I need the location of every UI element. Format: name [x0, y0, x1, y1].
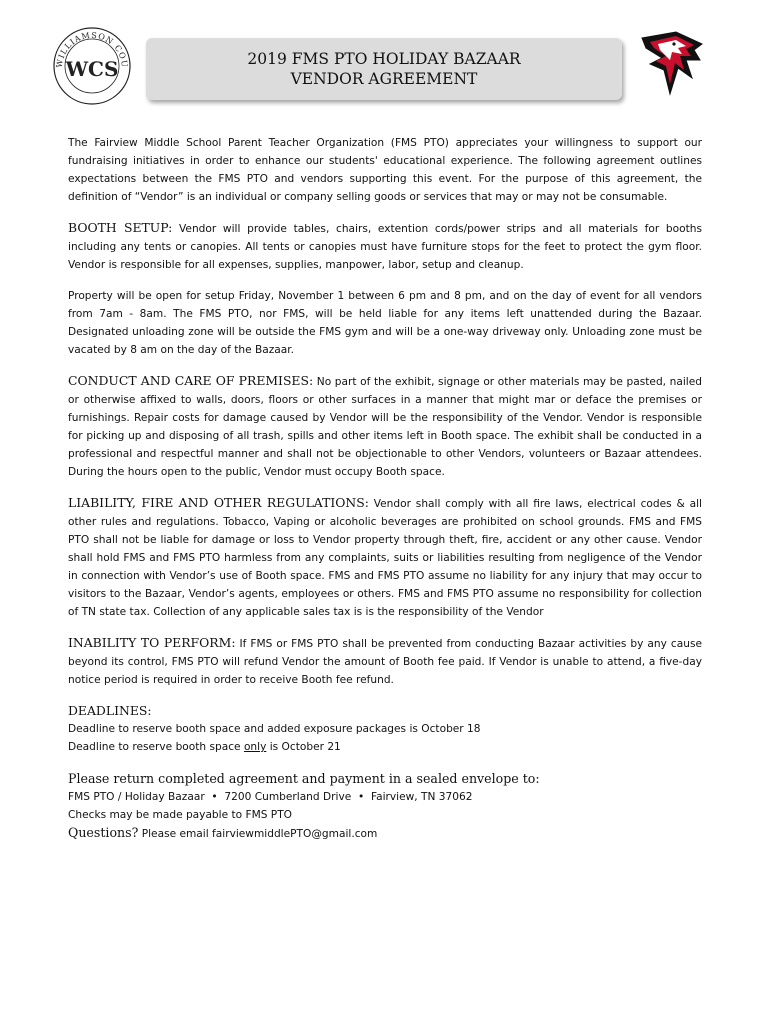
falcon-mascot-icon [636, 30, 706, 98]
deadline-line-2 [68, 738, 702, 756]
title-line-2: VENDOR AGREEMENT [290, 70, 478, 88]
deadlines-heading: DEADLINES: [68, 703, 152, 718]
deadline-line-1: Deadline to reserve booth space and added exposure packages is October 18 [68, 723, 481, 735]
falcon-mascot-logo [636, 30, 706, 98]
seal-monogram: WCS [65, 57, 119, 81]
conduct-heading: CONDUCT AND CARE OF PREMISES: [68, 373, 314, 388]
questions-label: Questions? [68, 825, 139, 840]
questions-line [68, 824, 702, 843]
agreement-body [68, 134, 702, 843]
intro-paragraph: The Fairview Middle School Parent Teacher Organization (FMS PTO) appreciates your willingness to support our fundraising initiatives in order to enhance our students' educational experience. The following agreement outlines expectations between the FMS PTO and vendors supporting this event. For the purpose of this agreement, the definition of “Vendor” is an individual or company selling goods or services that may or may not be consumable. [68, 137, 702, 203]
liability-paragraph [68, 494, 702, 621]
liability-text: Vendor shall comply with all fire laws, electrical codes & all other rules and regulations. Tobacco, Vaping or alcoholic beverages are prohibited on school grounds. FMS and FMS PTO shall not be liable for damage or loss to Vendor property through theft, fire, accident or any other cause. Vendor shall hold FMS and FMS PTO harmless from any complaints, suits or liabilities resulting from negligence of the Vendor in connection with Vendor’s use of Booth space. FMS and FMS PTO assume no liability for any injury that may occur to visitors to the Bazaar, Vendor’s agents, employees or others. FMS and FMS PTO assume no responsibility for collection of TN state tax. Collection of any applicable sales tax is is the responsibility of the Vendor [68, 498, 702, 618]
return-heading: Please return completed agreement and payment in a sealed envelope to: [68, 771, 540, 786]
liability-heading: LIABILITY, FIRE AND OTHER REGULATIONS: [68, 495, 369, 510]
seal-ring-text: WILLIAMSON COU [54, 30, 130, 69]
williamson-county-schools-logo [50, 22, 134, 106]
property-paragraph: Property will be open for setup Friday, November 1 between 6 pm and 8 pm, and on the day of event for all vendors from 7am - 8am. The FMS PTO, nor FMS, will be held liable for any items left unattended during the Bazaar. Designated unloading zone will be outside the FMS gym and will be a one-way driveway only. Unloading zone must be vacated by 8 am on the day of the Bazaar. [68, 290, 702, 356]
checks-payable-line: Checks may be made payable to FMS PTO [68, 809, 293, 821]
school-seal-icon [50, 22, 134, 106]
deadline-only-underlined: only [243, 741, 267, 753]
conduct-paragraph [68, 372, 702, 481]
title-banner [146, 38, 622, 100]
title-line-1: 2019 FMS PTO HOLIDAY BAZAAR [247, 50, 521, 68]
inability-text: If FMS or FMS PTO shall be prevented from conducting Bazaar activities by any cause beyond its control, FMS PTO will refund Vendor the amount of Booth fee paid. If Vendor is unable to attend, a five-day notice period is required in order to receive Booth fee refund. [68, 638, 702, 686]
booth-setup-text: Vendor will provide tables, chairs, extention cords/power strips and all materials for booths including any tents or canopies. All tents or canopies must have furniture stops for the feet to protect the gym floor. Vendor is responsible for all expenses, supplies, manpower, labor, setup and cleanup. [68, 223, 702, 271]
return-address: FMS PTO / Holiday Bazaar • 7200 Cumberland Drive • Fairview, TN 37062 [68, 791, 473, 803]
inability-heading: INABILITY TO PERFORM: [68, 635, 236, 650]
conduct-text: No part of the exhibit, signage or other materials may be pasted, nailed or otherwise affixed to walls, doors, floors or other surfaces in a manner that might mar or deface the premises or furnishings. Repair costs for damage caused by Vendor will be the responsibility of the Vendor. Vendor is responsible for picking up and disposing of all trash, spills and other items left in Booth space. The exhibit shall be conducted in a professional and respectful manner and shall not be objectionable to other Vendors, volunteers or Bazaar attendees. During the hours open to the public, Vendor must occupy Booth space. [68, 376, 702, 478]
deadline-line-2-start: Deadline to reserve booth space [68, 741, 244, 753]
booth-setup-heading: BOOTH SETUP: [68, 220, 173, 235]
deadline-line-2-end: is October 21 [266, 741, 341, 753]
booth-setup-paragraph [68, 219, 702, 274]
inability-paragraph [68, 634, 702, 689]
questions-email-text: Please email fairviewmiddlePTO@gmail.com [138, 828, 378, 840]
